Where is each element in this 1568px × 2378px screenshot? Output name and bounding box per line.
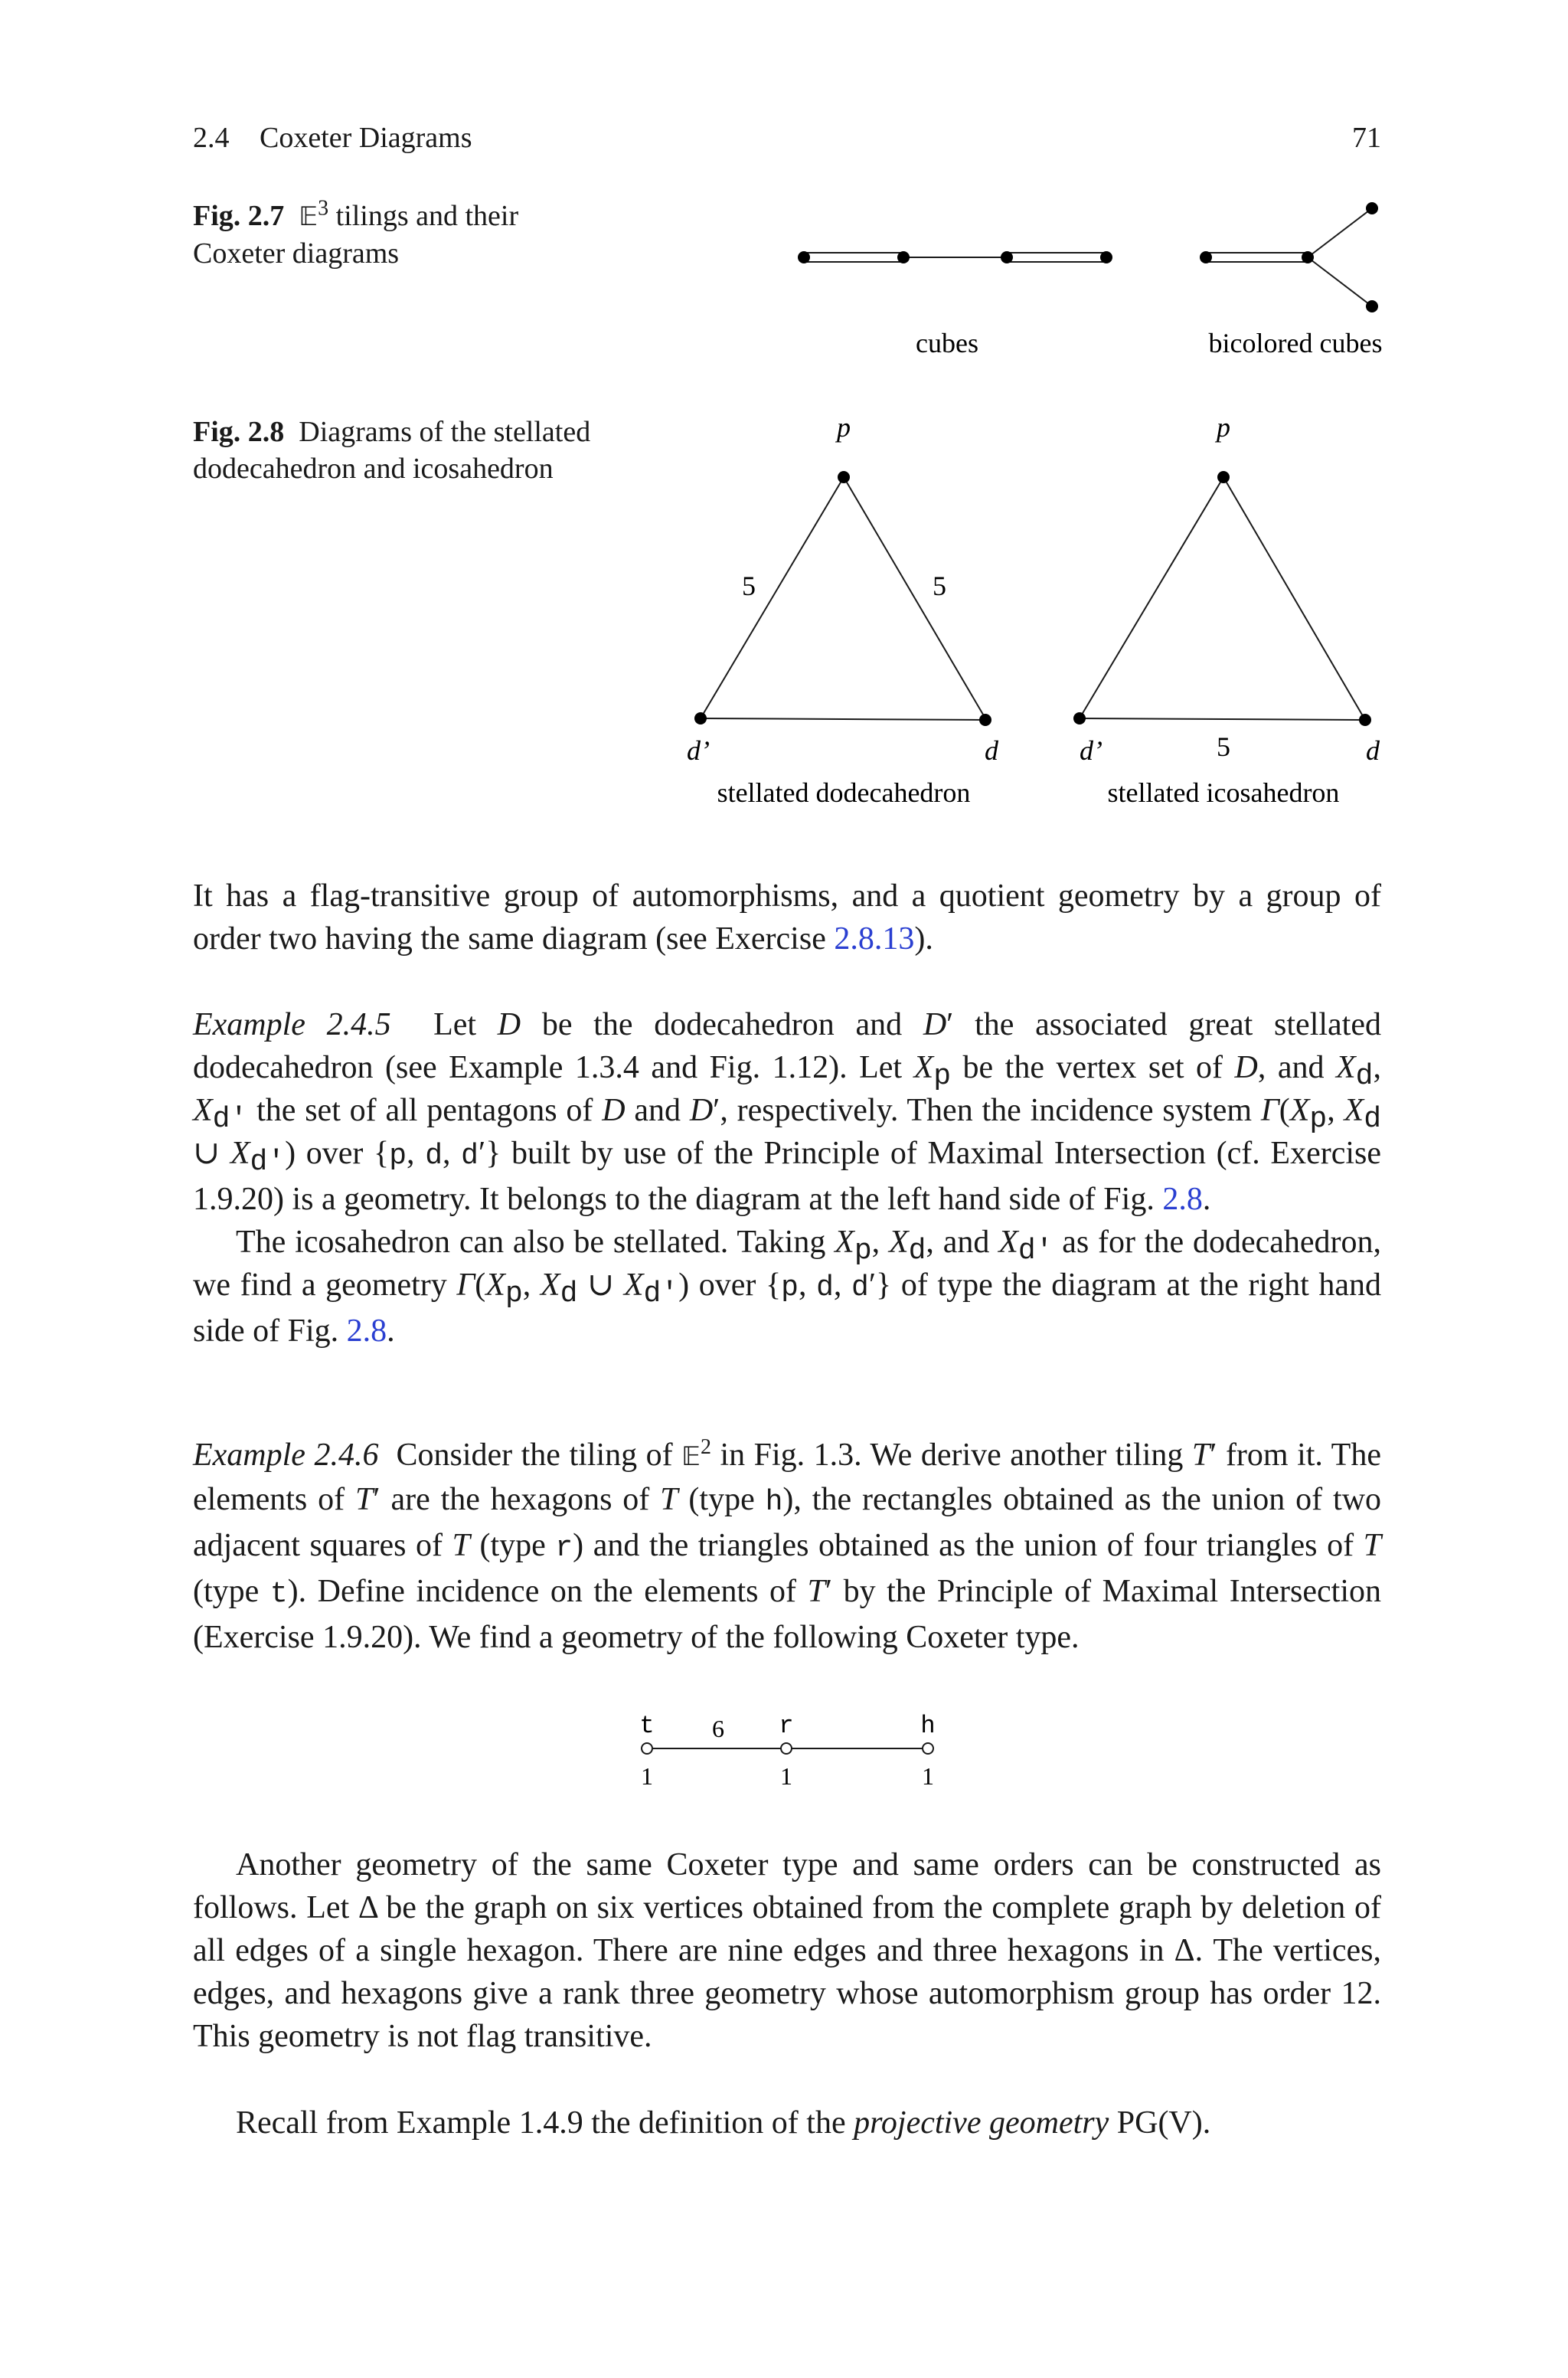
bicolored-cubes-diagram bbox=[1200, 202, 1378, 312]
example-label: Example 2.4.6 bbox=[193, 1438, 379, 1473]
fig-2-7-caption bbox=[193, 198, 591, 272]
stellated-dodecahedron-diagram bbox=[687, 412, 999, 808]
paragraph-another-geometry bbox=[193, 1843, 1381, 2058]
example-2-4-6: Example 2.4.6 Consider the tiling of 𝔼$^2$ in Fig. 1.3. We derive another tiling T′ from it. The elements of T′ are the hexagons of T (type h), the rectangles obtained as the union of two adjacent squares of T (type r) and the triangles obtained as the union of four triangles of T (type t). Define incidence on the elements of T′ by the Principle of Maximal Intersection (Exercise 1.9.20). We find a geometry of the following Coxeter type. bbox=[193, 1435, 1382, 1655]
edge-label: 6 bbox=[712, 1715, 724, 1742]
node-p: p bbox=[837, 412, 851, 443]
stellated-dodecahedron-label: stellated dodecahedron bbox=[717, 777, 971, 808]
fig-2-8-caption bbox=[193, 414, 591, 487]
cubes-diagram bbox=[798, 251, 1112, 263]
paragraph-text: It has a flag-transitive group of automorphisms, and a quotient geometry by a group of order two having the same diagram (see Exercise bbox=[193, 878, 1381, 957]
node-d: d bbox=[985, 735, 998, 766]
coxeter-type-diagram bbox=[628, 1709, 949, 1801]
example-label: Example 2.4.5 bbox=[193, 1007, 391, 1042]
cubes-label: cubes bbox=[916, 328, 978, 358]
stellated-icosahedron-diagram bbox=[1073, 412, 1380, 808]
node-label: h bbox=[920, 1712, 936, 1740]
section-number: 2.4 bbox=[193, 122, 230, 154]
stellated-icosahedron-label: stellated icosahedron bbox=[1107, 777, 1340, 808]
paragraph-recall bbox=[193, 2102, 1381, 2144]
node-d-prime: d’ bbox=[687, 735, 710, 766]
order-label: 1 bbox=[641, 1762, 653, 1790]
example-2-4-5: Example 2.4.5 Let D be the dodecahedron and D′ the associated great stellated dodecahedron (see Example 1.3.4 and Fig. 1.12). Let $X_p$ be the vertex set of D, and $X_d$, $X_{d'}$ the set of all pentagons of D and D′, respectively. Then the incidence system $\Gamma(X_p$, $X_d$ ∪ $X_{d'}$) over {p, d, d′} built by use of the Principle of Maximal Intersection (cf. Exercise 1.9.20) is a geometry. It belongs to the diagram at the left hand side of Fig. 2.8. The icosahedron can also be stellated. Taking $X_p$, $X_d$, and $X_{d'}$ as for the dodecahedron, we find a geometry $\Gamma(X_p$, $X_d$ ∪ $X_{d'}$) over {p, d, d′} of type the diagram at the right hand side of Fig. 2.8. bbox=[193, 1007, 1382, 1349]
node-p: p bbox=[1217, 412, 1230, 443]
bicolored-cubes-label: bicolored cubes bbox=[1208, 328, 1383, 358]
node-label: r bbox=[779, 1712, 794, 1740]
fig-2-8-text: Diagrams of the stellated dodecahedron and icosahedron bbox=[193, 416, 591, 485]
euclidean-space-symbol: 𝔼 bbox=[299, 201, 318, 232]
figure-link[interactable]: 2.8 bbox=[346, 1313, 387, 1349]
paragraph-text: ). bbox=[914, 921, 933, 957]
fig-2-7-diagrams bbox=[781, 191, 1393, 368]
paragraph-text: Recall from Example 1.4.9 the definition of the bbox=[236, 2105, 854, 2141]
exercise-link[interactable]: 2.8.13 bbox=[834, 921, 915, 957]
node-d-prime: d’ bbox=[1080, 735, 1102, 766]
order-label: 1 bbox=[780, 1762, 792, 1790]
running-head bbox=[193, 121, 472, 155]
node-h bbox=[923, 1743, 933, 1754]
edge-label: 5 bbox=[742, 571, 756, 601]
edge-label: 5 bbox=[1217, 731, 1230, 762]
page-number: 71 bbox=[1352, 122, 1381, 154]
order-label: 1 bbox=[922, 1762, 934, 1790]
node-d: d bbox=[1366, 735, 1380, 766]
fig-2-7-text: tilings and their Coxeter diagrams bbox=[193, 200, 519, 270]
paragraph-text: PG(V). bbox=[1109, 2105, 1211, 2141]
section-title: Coxeter Diagrams bbox=[260, 122, 472, 154]
node-label: t bbox=[639, 1712, 655, 1740]
paragraph-flag-transitive bbox=[193, 875, 1381, 960]
space-dimension: 3 bbox=[318, 196, 329, 221]
fig-2-8-diagrams bbox=[674, 402, 1409, 819]
fig-2-8-label: Fig. 2.8 bbox=[193, 416, 285, 448]
term-projective-geometry: projective geometry bbox=[854, 2105, 1109, 2141]
node-r bbox=[781, 1743, 792, 1754]
paragraph-text: Another geometry of the same Coxeter type and same orders can be constructed as follows. Let Δ be the graph on six vertices obtained from the complete graph by deletion of all edges of a single hexagon. There are nine edges and three hexagons in Δ. The vertices, edges, and hexagons give a rank three geometry whose automorphism group has order 12. This geometry is not flag transitive. bbox=[193, 1847, 1381, 2054]
node-t bbox=[642, 1743, 652, 1754]
fig-2-7-label: Fig. 2.7 bbox=[193, 200, 285, 232]
edge-label: 5 bbox=[933, 571, 946, 601]
figure-link[interactable]: 2.8 bbox=[1162, 1182, 1203, 1217]
